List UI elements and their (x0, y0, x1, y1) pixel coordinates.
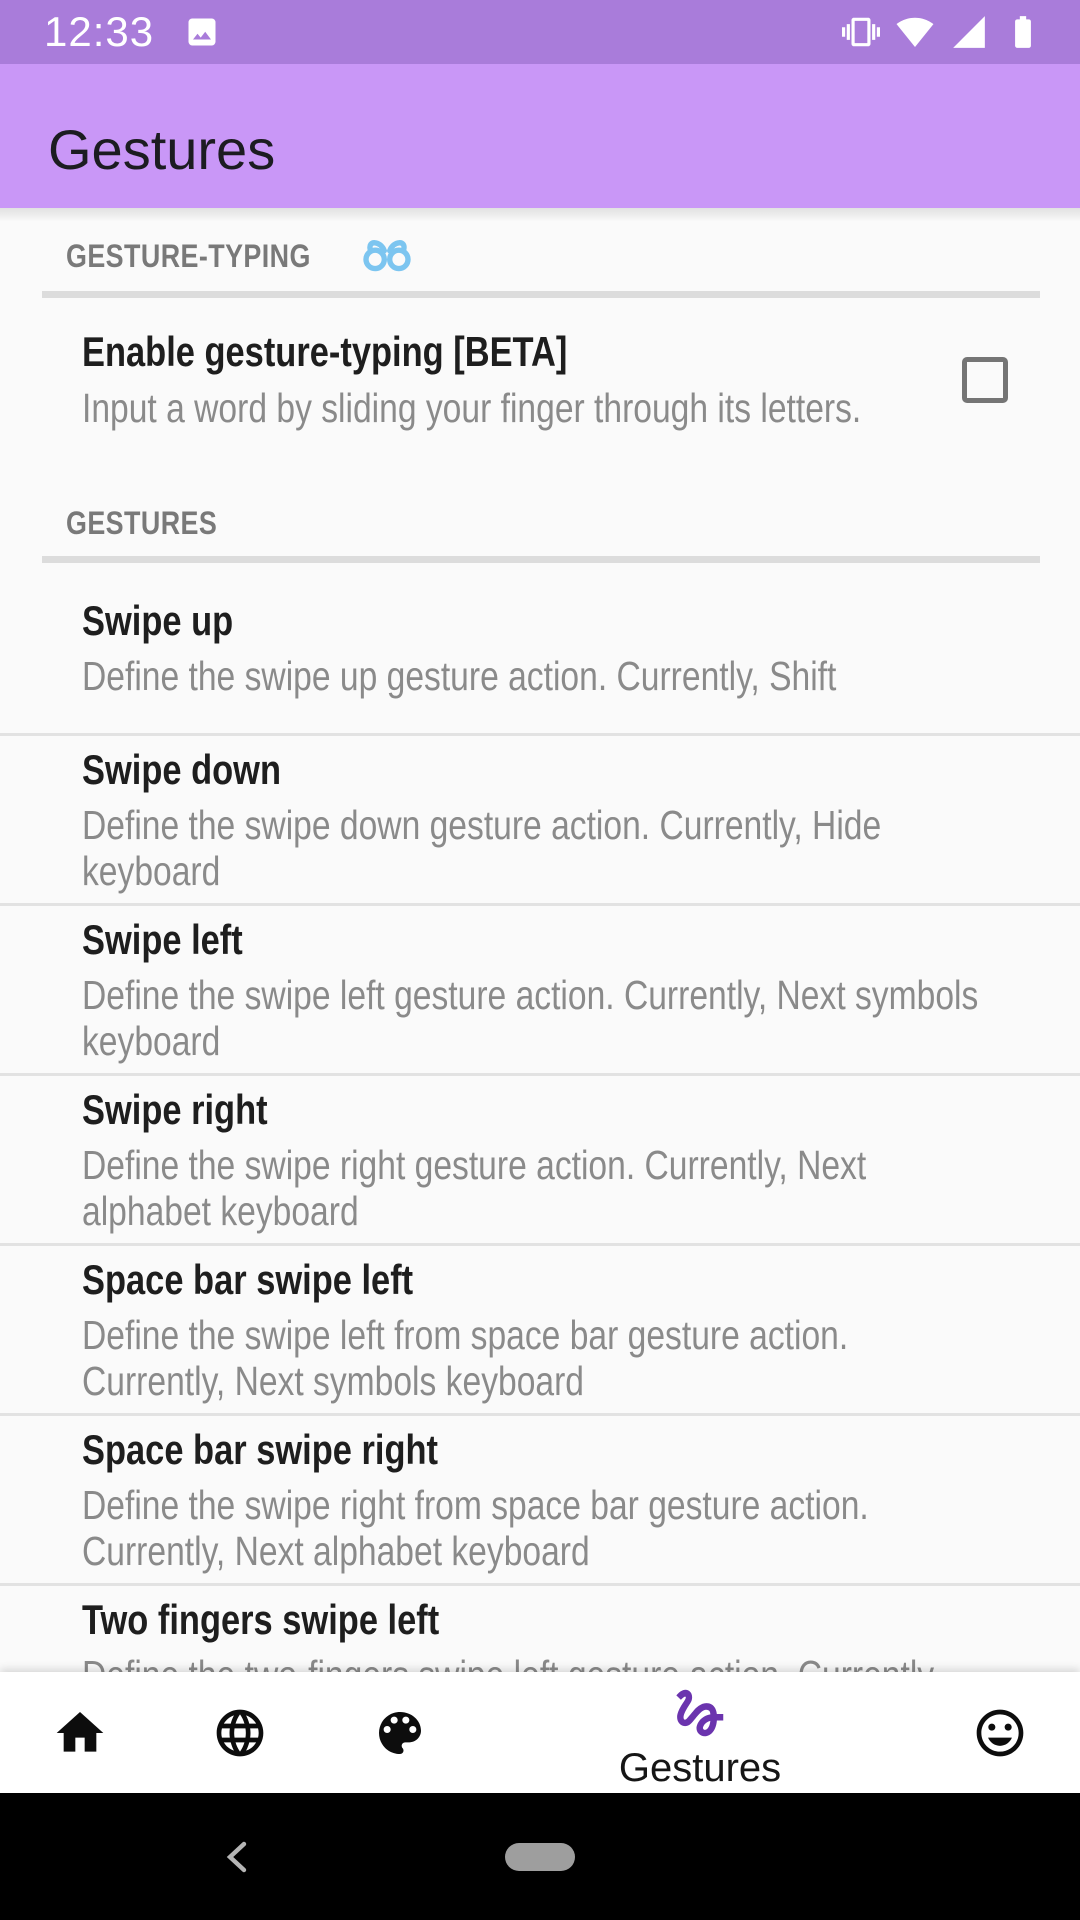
section-divider (42, 556, 1040, 563)
home-pill-button[interactable] (505, 1843, 575, 1871)
pref-title: Swipe left (82, 915, 243, 963)
status-icons (842, 13, 1042, 51)
pref-swipe-left[interactable] (0, 903, 1080, 1073)
back-button[interactable] (222, 1840, 252, 1879)
section-header-gesture-typing (0, 208, 1080, 277)
status-bar (0, 0, 1080, 64)
gesture-typing-checkbox[interactable] (962, 357, 1008, 403)
pref-space-bar-swipe-right[interactable] (0, 1413, 1080, 1583)
page-title: Gestures (48, 118, 276, 181)
pref-description: Define the swipe right gesture action. Currently, Next alphabet keyboard (82, 1141, 867, 1234)
section-title: GESTURE-TYPING (66, 238, 311, 274)
pref-swipe-up[interactable] (0, 563, 1080, 733)
home-icon (52, 1705, 108, 1761)
pref-description: Define the swipe right from space bar gesture action. Currently, Next alphabet keyboard (82, 1481, 869, 1574)
pref-title: Swipe up (82, 597, 234, 644)
pref-swipe-right[interactable] (0, 1073, 1080, 1243)
settings-list[interactable] (0, 208, 1080, 1672)
app-header (0, 64, 1080, 208)
palette-icon (372, 1705, 428, 1761)
pref-title: Enable gesture-typing [BETA] (82, 328, 568, 375)
pref-title: Space bar swipe right (82, 1425, 438, 1473)
gesture-squiggle-icon (669, 1682, 731, 1744)
pref-enable-gesture-typing[interactable] (0, 298, 1080, 461)
pref-space-bar-swipe-left[interactable] (0, 1243, 1080, 1413)
globe-icon (212, 1705, 268, 1761)
gesture-pref-list (0, 563, 1080, 1753)
pref-description: Define the swipe left gesture action. Currently, Next symbols keyboard (82, 971, 979, 1064)
battery-icon (1004, 13, 1042, 51)
cellular-signal-icon (950, 13, 988, 51)
bottom-navigation (0, 1672, 1080, 1793)
double-curly-loop-emoji-icon (359, 236, 415, 277)
pref-description: Input a word by sliding your finger through its letters. (82, 385, 862, 431)
pref-title: Swipe right (82, 1085, 268, 1133)
image-notification-icon (184, 14, 220, 50)
nav-tab-quick-text[interactable] (920, 1672, 1080, 1793)
nav-tab-gestures[interactable] (480, 1672, 920, 1793)
smiley-icon (972, 1705, 1028, 1761)
nav-tab-themes[interactable] (320, 1672, 480, 1793)
pref-swipe-down[interactable] (0, 733, 1080, 903)
nav-tab-languages[interactable] (160, 1672, 320, 1793)
pref-description: Define the swipe up gesture action. Currently, Shift (82, 653, 837, 699)
nav-tab-home[interactable] (0, 1672, 160, 1793)
nav-tab-label: Gestures (618, 1746, 782, 1790)
vibration-icon (842, 13, 880, 51)
section-title: GESTURES (66, 505, 218, 541)
wifi-icon (896, 13, 934, 51)
pref-title: Space bar swipe left (82, 1255, 414, 1303)
section-divider (42, 291, 1040, 298)
pref-title: Swipe down (82, 745, 281, 793)
pref-title: Two fingers swipe left (82, 1595, 440, 1643)
status-time: 12:33 (44, 8, 155, 55)
section-header-gestures (0, 461, 1080, 542)
pref-description: Define the swipe left from space bar gesture action. Currently, Next symbols keyboard (82, 1311, 849, 1404)
pref-description: Define the swipe down gesture action. Currently, Hide keyboard (82, 801, 882, 894)
